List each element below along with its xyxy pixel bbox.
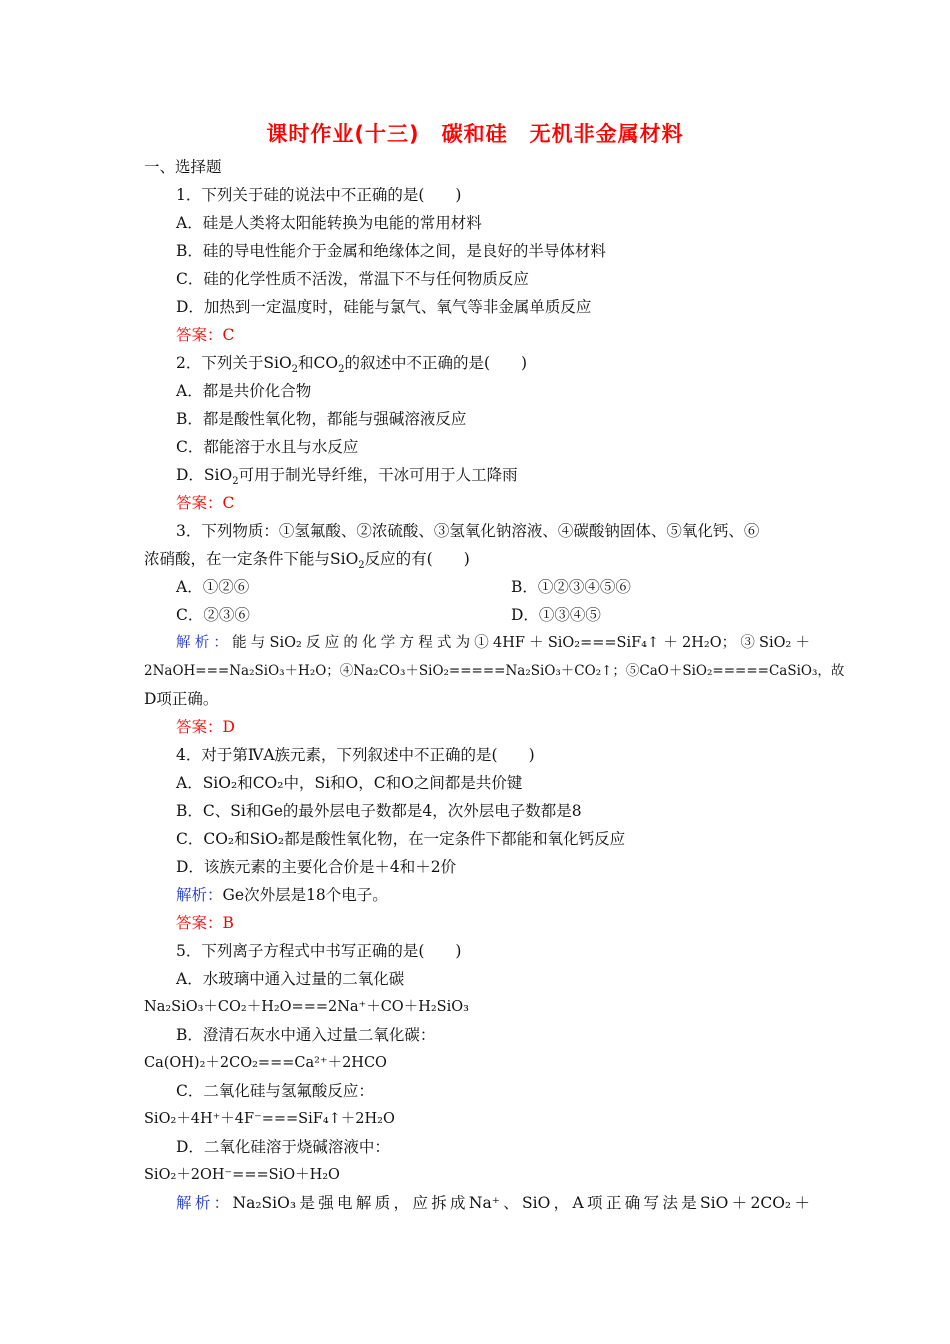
q2-stem: 2．下列关于SiO$_2$和$CO_2$的叙述中不正确的是( ) — [176, 354, 528, 376]
q5-equation-a: Na₂SiO₃＋CO₂＋H₂O===2Na⁺＋CO＋H₂SiO₃ — [144, 999, 469, 1015]
q3-analysis-line-2: 2NaOH===Na₂SiO₃＋H₂O；④Na₂CO₃＋SiO₂=====Na₂SiO₃＋CO₂↑；⑤CaO＋SiO₂=====CaSiO₃，故 — [144, 663, 845, 679]
q2-option-a: A．都是共价化合物 — [176, 382, 312, 400]
q1-option-a: A．硅是人类将太阳能转换为电能的常用材料 — [176, 214, 482, 232]
q3-answer-value: D — [222, 718, 235, 736]
q3-option-c: C．②③⑥ — [176, 606, 250, 624]
q3-analysis-text-1: 能与SiO₂反应的化学方程式为①4HF＋SiO₂===SiF₄↑＋2H₂O；③SiO₂＋ — [232, 635, 810, 651]
q3-option-a: A．①②⑥ — [176, 578, 250, 596]
q2-stem-part-3: 的叙述中不正确的是( ) — [344, 354, 528, 372]
q2-option-d: D．SiO$_2$可用于制光导纤维，干冰可用于人工降雨 — [176, 466, 518, 488]
q5-equation-b: Ca(OH)₂＋2CO₂===Ca²⁺＋2HCO — [144, 1055, 387, 1071]
q4-option-a: A．SiO₂和CO₂中，Si和O，C和O之间都是共价键 — [176, 774, 523, 792]
q1-stem: 1．下列关于硅的说法中不正确的是( ) — [176, 186, 462, 204]
q5-option-b: B．澄清石灰水中通入过量二氧化碳： — [176, 1026, 436, 1044]
q3-option-b: B．①②③④⑤⑥ — [511, 578, 631, 596]
q5-analysis — [176, 1189, 810, 1217]
q3-answer — [176, 713, 842, 741]
q3-stem-line-2: 浓硝酸，在一定条件下能与SiO$_2$反应的有( ) — [144, 550, 470, 572]
answer-label: 答案： — [176, 718, 223, 736]
q1-option-d: D．加热到一定温度时，硅能与氯气、氧气等非金属单质反应 — [176, 298, 592, 316]
answer-label: 答案： — [176, 914, 223, 932]
q5-analysis-text: Na₂SiO₃是强电解质，应拆成Na⁺、SiO，A项正确写法是SiO＋2CO₂＋ — [232, 1194, 810, 1212]
q4-stem: 4．对于第ⅣA族元素，下列叙述中不正确的是( ) — [176, 746, 535, 764]
q3-stem-line-1: 3．下列物质：①氢氟酸、②浓硫酸、③氢氧化钠溶液、④碳酸钠固体、⑤氧化钙、⑥ — [176, 522, 760, 540]
q4-option-b: B．C、Si和Ge的最外层电子数都是4，次外层电子数都是8 — [176, 802, 582, 820]
q2-option-d-part-1: D．SiO — [176, 466, 233, 484]
q5-option-a: A．水玻璃中通入过量的二氧化碳 — [176, 970, 405, 988]
q3-stem-line-2-part-1: 浓硝酸，在一定条件下能与SiO — [144, 550, 359, 568]
q4-analysis — [176, 881, 842, 909]
analysis-label: 解析： — [176, 886, 223, 904]
q5-stem: 5．下列离子方程式中书写正确的是( ) — [176, 942, 462, 960]
q4-answer — [176, 909, 842, 937]
section-heading: 一、选择题 — [144, 158, 222, 176]
q2-stem-part-1: 2．下列关于SiO — [176, 354, 292, 372]
q2-stem-part-2: 和CO — [298, 354, 339, 372]
q2-option-c: C．都能溶于水且与水反应 — [176, 438, 359, 456]
q3-stem-line-2-part-2: 反应的有( ) — [364, 550, 470, 568]
q4-option-d: D．该族元素的主要化合价是＋4和＋2价 — [176, 858, 457, 876]
q4-analysis-text: Ge次外层是18个电子。 — [222, 886, 388, 904]
q2-option-d-part-2: 可用于制光导纤维，干冰可用于人工降雨 — [238, 466, 518, 484]
q2-answer — [176, 489, 842, 517]
q5-option-c: C．二氧化硅与氢氟酸反应： — [176, 1082, 374, 1100]
page-title: 课时作业(十三) 碳和硅 无机非金属材料 — [266, 122, 684, 146]
q1-answer — [176, 321, 842, 349]
q1-option-b: B．硅的导电性能介于金属和绝缘体之间，是良好的半导体材料 — [176, 242, 606, 260]
q5-equation-d: SiO₂＋2OH⁻===SiO＋H₂O — [144, 1167, 340, 1183]
analysis-label: 解析： — [176, 635, 233, 651]
q2-option-b: B．都是酸性氧化物，都能与强碱溶液反应 — [176, 410, 467, 428]
q1-answer-value: C — [222, 326, 235, 344]
q3-analysis-line-3: D项正确。 — [144, 690, 219, 708]
answer-label: 答案： — [176, 326, 223, 344]
q4-option-c: C．CO₂和SiO₂都是酸性氧化物，在一定条件下都能和氧化钙反应 — [176, 830, 626, 848]
q1-option-c: C．硅的化学性质不活泼，常温下不与任何物质反应 — [176, 270, 529, 288]
q3-analysis-line-1 — [176, 629, 810, 657]
analysis-label: 解析： — [176, 1194, 233, 1212]
answer-label: 答案： — [176, 494, 223, 512]
q3-option-d: D．①③④⑤ — [511, 606, 601, 624]
q4-answer-value: B — [222, 914, 234, 932]
q5-option-d: D．二氧化硅溶于烧碱溶液中： — [176, 1138, 390, 1156]
q2-answer-value: C — [222, 494, 235, 512]
q5-equation-c: SiO₂＋4H⁺＋4F⁻===SiF₄↑＋2H₂O — [144, 1111, 395, 1127]
